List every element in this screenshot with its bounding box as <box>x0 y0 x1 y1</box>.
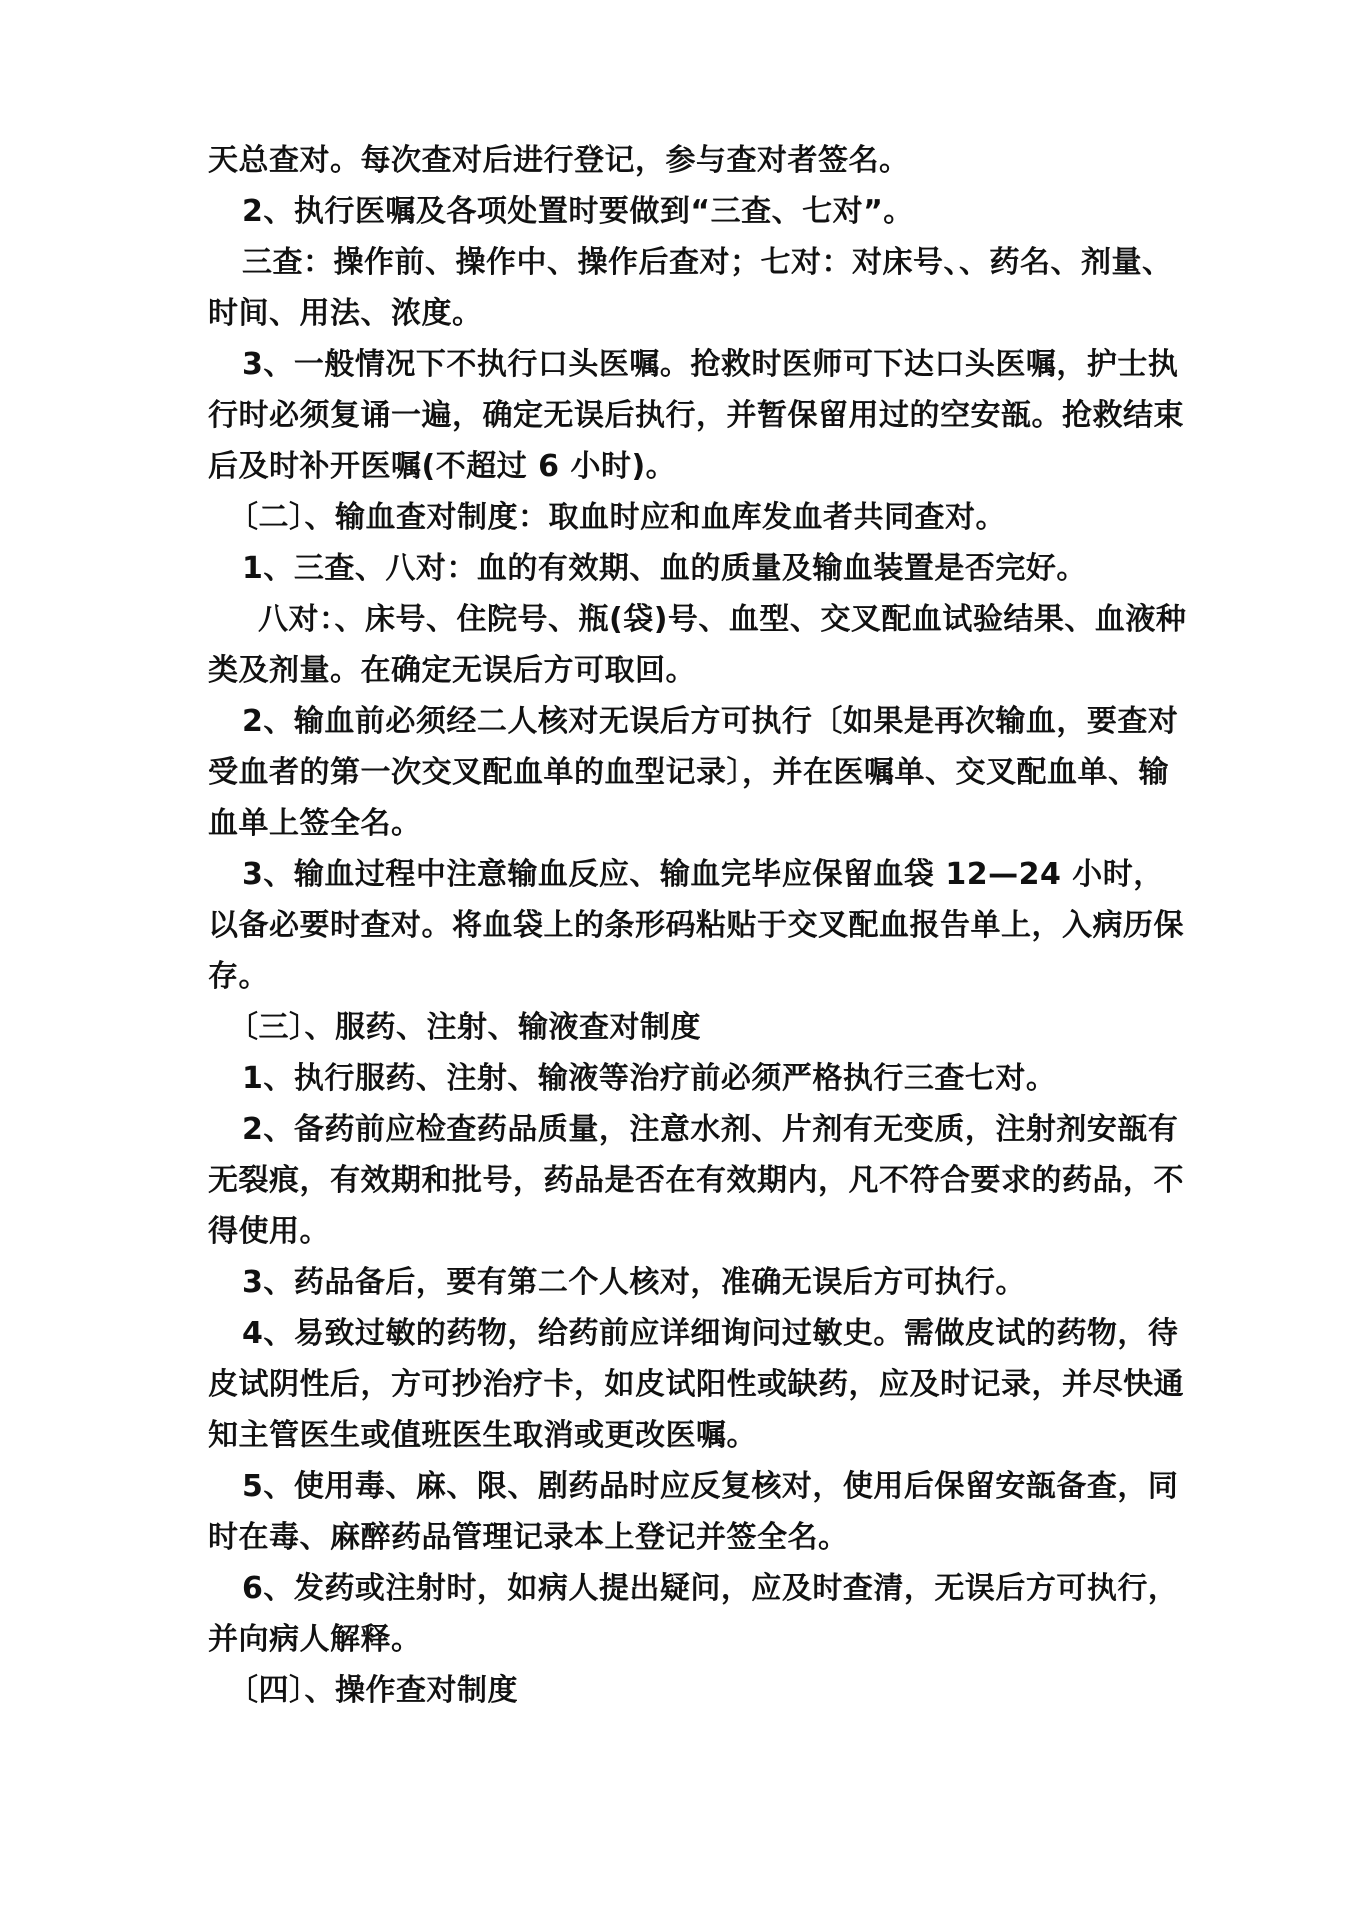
paragraph-medication-item-5: 5、使用毒、麻、限、剧药品时应反复核对，使用后保留安瓿备查，同时在毒、麻醉药品管理记录本上登记并签全名。 <box>208 1469 1179 1555</box>
paragraph-item-2: 2、执行医嘱及各项处置时要做到“三查、七对”。 <box>242 194 914 229</box>
paragraph-medication-item-3: 3、药品备后，要有第二个人核对，准确无误后方可执行。 <box>242 1265 1026 1300</box>
paragraph-item-3: 3、一般情况下不执行口头医嘱。抢救时医师可下达口头医嘱，护士执行时必须复诵一遍，确定无误后执行，并暂保留用过的空安瓿。抢救结束后及时补开医嘱(不超过 6 小时)。 <box>208 347 1184 484</box>
paragraph-medication-item-1: 1、执行服药、注射、输液等治疗前必须严格执行三查七对。 <box>242 1061 1057 1096</box>
paragraph-transfusion-item-1: 1、三查、八对：血的有效期、血的质量及输血装置是否完好。 <box>242 551 1087 586</box>
paragraph-medication-item-2: 2、备药前应检查药品质量，注意水剂、片剂有无变质，注射剂安瓿有无裂痕，有效期和批号，药品是否在有效期内，凡不符合要求的药品，不得使用。 <box>208 1112 1184 1249</box>
document-page <box>208 135 1193 1716</box>
paragraph-transfusion-item-3: 3、输血过程中注意输血反应、输血完毕应保留血袋 12—24 小时，以备必要时查对。将血袋上的条形码粘贴于交叉配血报告单上，入病历保存。 <box>208 857 1184 994</box>
paragraph-continuation: 天总查对。每次查对后进行登记，参与查对者签名。 <box>208 143 910 178</box>
paragraph-medication-item-4: 4、易致过敏的药物，给药前应详细询问过敏史。需做皮试的药物，待皮试阴性后，方可抄治疗卡，如皮试阳性或缺药，应及时记录，并尽快通知主管医生或值班医生取消或更改医嘱。 <box>208 1316 1184 1453</box>
section-heading-medication: 〔三〕、服药、注射、输液查对制度 <box>228 1010 701 1045</box>
section-heading-blood-transfusion: 〔二〕、输血查对制度：取血时应和血库发血者共同查对。 <box>228 500 1006 535</box>
paragraph-medication-item-6: 6、发药或注射时，如病人提出疑问，应及时查清，无误后方可执行，并向病人解释。 <box>208 1571 1179 1657</box>
paragraph-eight-checks: 八对：、床号、住院号、瓶(袋)号、血型、交叉配血试验结果、血液种类及剂量。在确定无误后方可取回。 <box>208 602 1187 688</box>
section-heading-operation: 〔四〕、操作查对制度 <box>228 1673 518 1708</box>
paragraph-transfusion-item-2: 2、输血前必须经二人核对无误后方可执行〔如果是再次输血，要查对受血者的第一次交叉配血单的血型记录〕，并在医嘱单、交叉配血单、输血单上签全名。 <box>208 704 1179 841</box>
paragraph-three-checks: 三查：操作前、操作中、操作后查对；七对：对床号、、药名、剂量、时间、用法、浓度。 <box>208 245 1173 331</box>
